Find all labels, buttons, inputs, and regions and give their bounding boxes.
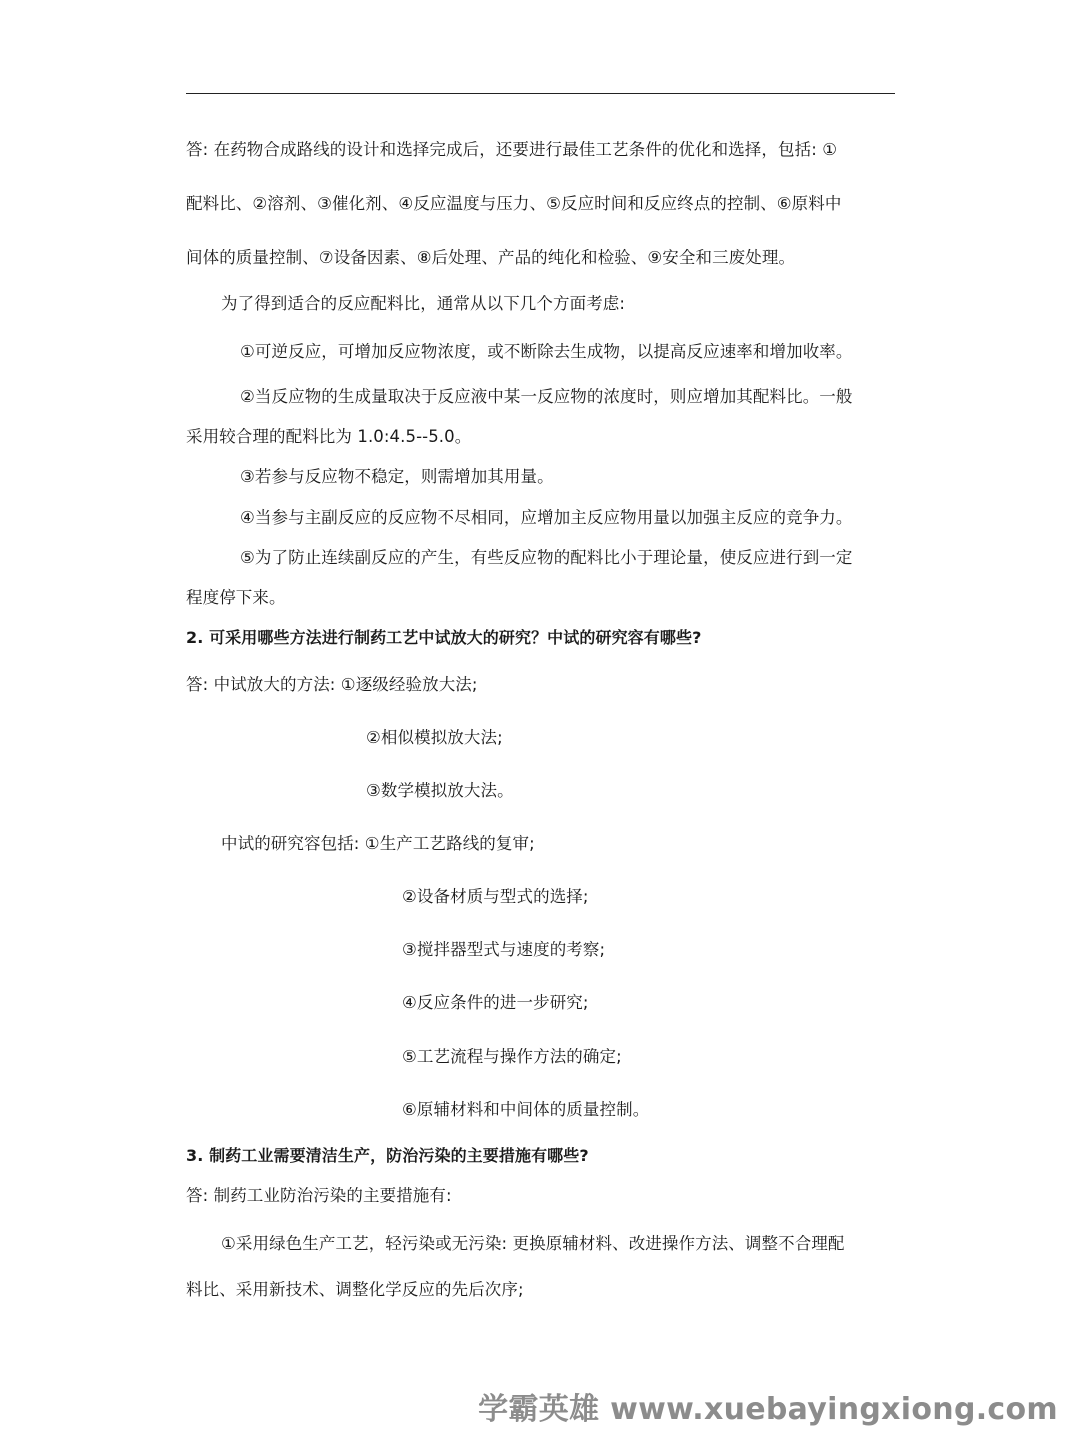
ratio-item-2-line-1: ②当反应物的生成量取决于反应液中某一反应物的浓度时，则应增加其配料比。一般 bbox=[240, 387, 853, 406]
ratio-item-5-line-1: ⑤为了防止连续副反应的产生，有些反应物的配料比小于理论量，使反应进行到一定 bbox=[240, 548, 853, 567]
answer-1-line-1: 答: 在药物合成路线的设计和选择完成后，还要进行最佳工艺条件的优化和选择，包括: ① bbox=[186, 140, 838, 159]
ratio-item-2-line-2: 采用较合理的配料比为 1.0:4.5--5.0。 bbox=[186, 427, 472, 446]
site-watermark: 学霸英雄 www.xuebayingxiong.com bbox=[478, 1392, 1058, 1427]
answer-1-line-3: 间体的质量控制、⑦设备因素、⑧后处理、产品的纯化和检验、⑨安全和三废处理。 bbox=[186, 248, 796, 267]
header-rule bbox=[186, 93, 895, 94]
answer-2-content-5: ⑤工艺流程与操作方法的确定; bbox=[402, 1047, 622, 1066]
answer-3-item-1-line-1: ①采用绿色生产工艺，轻污染或无污染: 更换原辅材料、改进操作方法、调整不合理配 bbox=[221, 1234, 845, 1253]
answer-1-line-2: 配料比、②溶剂、③催化剂、④反应温度与压力、⑤反应时间和反应终点的控制、⑥原料中 bbox=[186, 194, 842, 213]
answer-2-content-1: 中试的研究容包括: ①生产工艺路线的复审; bbox=[221, 834, 535, 853]
question-3-heading: 3. 制药工业需要清洁生产，防治污染的主要措施有哪些? bbox=[186, 1146, 589, 1165]
answer-2-content-2: ②设备材质与型式的选择; bbox=[402, 887, 589, 906]
answer-2-content-6: ⑥原辅材料和中间体的质量控制。 bbox=[402, 1100, 650, 1119]
answer-2-content-3: ③搅拌器型式与速度的考察; bbox=[402, 940, 606, 959]
ratio-item-3: ③若参与反应物不稳定，则需增加其用量。 bbox=[240, 467, 554, 486]
answer-2-method-2: ②相似模拟放大法; bbox=[366, 728, 503, 747]
answer-2-method-3: ③数学模拟放大法。 bbox=[366, 781, 514, 800]
answer-3-intro: 答: 制药工业防治污染的主要措施有: bbox=[186, 1186, 452, 1205]
answer-3-item-1-line-2: 料比、采用新技术、调整化学反应的先后次序; bbox=[186, 1280, 524, 1299]
answer-2-method-1: 答: 中试放大的方法: ①逐级经验放大法; bbox=[186, 675, 478, 694]
ratio-intro: 为了得到适合的反应配料比，通常从以下几个方面考虑: bbox=[221, 294, 626, 313]
ratio-item-1: ①可逆反应，可增加反应物浓度，或不断除去生成物，以提高反应速率和增加收率。 bbox=[240, 342, 853, 361]
answer-2-content-4: ④反应条件的进一步研究; bbox=[402, 993, 589, 1012]
ratio-item-4: ④当参与主副反应的反应物不尽相同，应增加主反应物用量以加强主反应的竞争力。 bbox=[240, 508, 853, 527]
ratio-item-5-line-2: 程度停下来。 bbox=[186, 588, 286, 607]
question-2-heading: 2. 可采用哪些方法进行制药工艺中试放大的研究？中试的研究容有哪些? bbox=[186, 628, 702, 647]
